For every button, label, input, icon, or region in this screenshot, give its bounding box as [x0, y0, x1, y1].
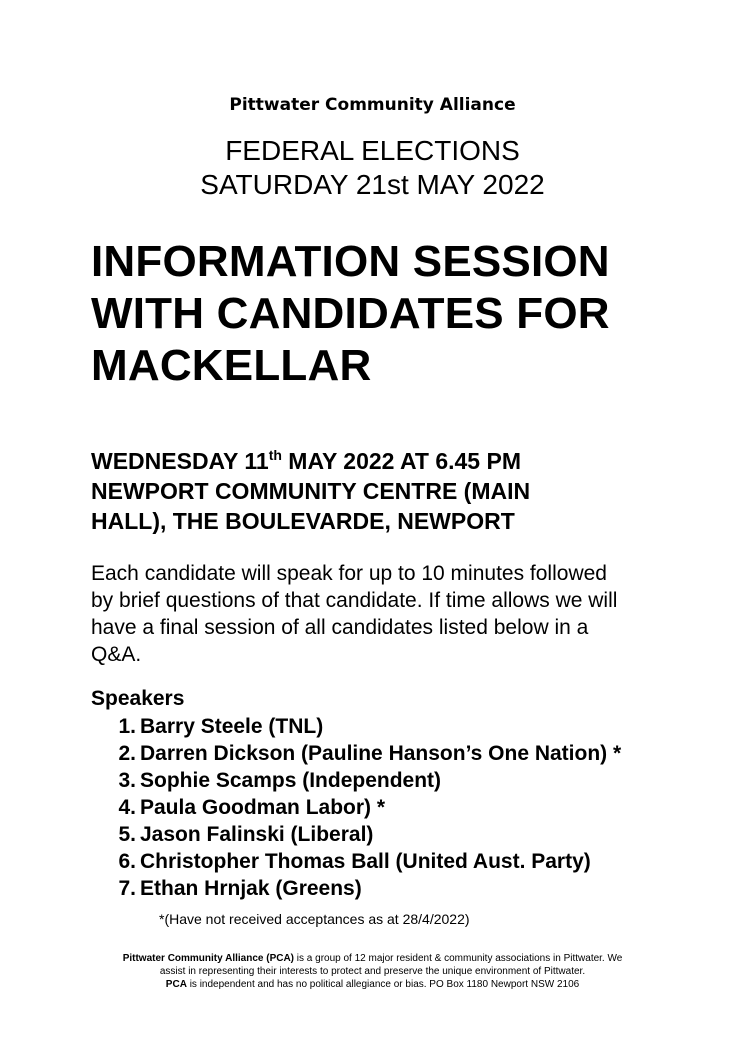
list-item [91, 713, 621, 740]
list-item-name: Darren Dickson (Pauline Hanson’s One Nation) * [140, 742, 622, 765]
event-details [91, 446, 711, 536]
list-item-number: 5. [118, 823, 136, 846]
footer-line-2: assist in representing their interests to protect and preserve the unique environment of Pittwater. [159, 966, 586, 977]
footer [60, 952, 685, 991]
footer-line-3 [60, 978, 685, 991]
description [91, 560, 711, 668]
organisation-name: Pittwater Community Alliance [229, 95, 516, 115]
list-item-name: Paula Goodman Labor) * [140, 796, 386, 819]
description-line-2: by brief questions of that candidate. If time allows we will [91, 589, 618, 612]
election-heading [0, 134, 745, 202]
list-item [91, 794, 621, 821]
event-date-time [91, 446, 711, 476]
footer-line-3-text: is independent and has no political allegiance or bias. PO Box 1180 Newport NSW 2106 [186, 979, 580, 990]
list-item-name: Barry Steele (TNL) [140, 715, 324, 738]
election-title: FEDERAL ELECTIONS [225, 135, 520, 166]
footer-pca-full: Pittwater Community Alliance (PCA) [122, 953, 295, 964]
event-day: WEDNESDAY 11 [91, 448, 269, 474]
list-item-number: 6. [118, 850, 136, 873]
list-item [91, 767, 621, 794]
event-venue-line-1: NEWPORT COMMUNITY CENTRE (MAIN [91, 478, 531, 504]
list-item-number: 3. [118, 769, 136, 792]
headline [91, 236, 711, 392]
headline-line-1: INFORMATION SESSION [91, 237, 610, 286]
list-item-name: Jason Falinski (Liberal) [140, 823, 374, 846]
list-item-number: 7. [118, 877, 136, 900]
description-line-3: have a final session of all candidates listed below in a [91, 616, 589, 639]
description-line-4: Q&A. [91, 643, 142, 666]
list-item-number: 4. [118, 796, 136, 819]
event-venue-line-2: HALL), THE BOULEVARDE, NEWPORT [91, 508, 515, 534]
list-item-number: 1. [118, 715, 136, 738]
list-item [91, 875, 621, 902]
list-item [91, 821, 621, 848]
event-day-suffix: th [268, 447, 282, 463]
headline-line-3: MACKELLAR [91, 341, 372, 390]
description-line-1: Each candidate will speak for up to 10 minutes followed [91, 562, 607, 585]
event-time: MAY 2022 AT 6.45 PM [281, 448, 521, 474]
election-date: SATURDAY 21st MAY 2022 [200, 169, 545, 200]
list-item-name: Sophie Scamps (Independent) [140, 769, 442, 792]
list-item-name: Christopher Thomas Ball (United Aust. Party) [140, 850, 591, 873]
footer-line-1-text: is a group of 12 major resident & community associations in Pittwater. We [294, 953, 623, 964]
speakers-list [91, 713, 621, 902]
list-item-number: 2. [118, 742, 136, 765]
list-item-name: Ethan Hrnjak (Greens) [140, 877, 362, 900]
list-item [91, 848, 621, 875]
footer-line-1 [60, 952, 685, 965]
list-item [91, 740, 621, 767]
footer-pca-short: PCA [165, 979, 187, 990]
speakers-title: Speakers [91, 687, 185, 710]
acceptance-note: *(Have not received acceptances as at 28/4/2022) [159, 911, 470, 927]
headline-line-2: WITH CANDIDATES FOR [91, 289, 610, 338]
